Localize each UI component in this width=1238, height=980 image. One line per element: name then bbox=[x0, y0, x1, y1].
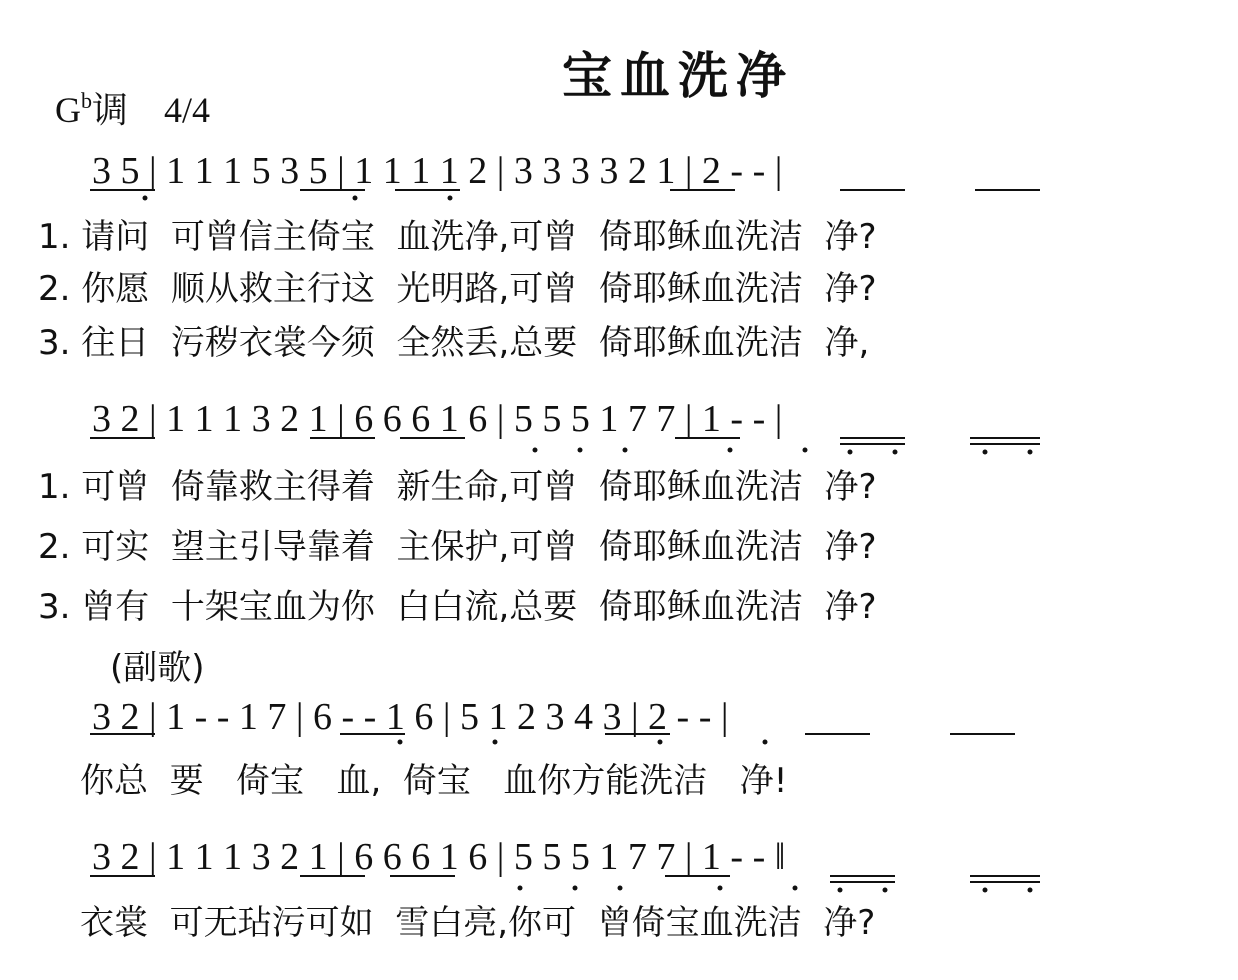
lyric-line-2-verse-1: 1. 可曾 倚靠救主得着 新生命,可曾 倚耶稣血洗洁 净? bbox=[38, 467, 877, 507]
notation-line-1: 3 5 | 1 1 1 5 3 5 | 1 1 1 1 2 | 3 3 3 3 2 1 | 2 - - | bbox=[92, 150, 783, 192]
lyric-line-2-verse-3: 3. 曾有 十架宝血为你 白白流,总要 倚耶稣血洗洁 净? bbox=[38, 587, 877, 627]
lyric-line-2-verse-2: 2. 可实 望主引导靠着 主保护,可曾 倚耶稣血洗洁 净? bbox=[38, 527, 877, 567]
lyric-line-4: 衣裳 可无玷污可如 雪白亮,你可 曾倚宝血洗洁 净? bbox=[80, 903, 876, 943]
flat-sign: b bbox=[81, 88, 92, 113]
notation-line-2: 3 2 | 1 1 1 3 2 1 | 6 6 6 1 6 | 5 5 5 1 7 7 | 1 - - | bbox=[92, 398, 783, 440]
lyric-line-1-verse-3: 3. 往日 污秽衣裳今须 全然丢,总要 倚耶稣血洗洁 净, bbox=[38, 323, 870, 363]
key-note: G bbox=[55, 90, 81, 130]
notation-line-4: 3 2 | 1 1 1 3 2 1 | 6 6 6 1 6 | 5 5 5 1 7 7 | 1 - - ‖ bbox=[92, 836, 786, 878]
lyric-line-1-verse-2: 2. 你愿 顺从救主行这 光明路,可曾 倚耶稣血洗洁 净? bbox=[38, 269, 877, 309]
chorus-label: (副歌) bbox=[110, 648, 205, 688]
time-signature: 4/4 bbox=[164, 90, 211, 130]
notation-line-3: 3 2 | 1 - - 1 7 | 6 - - 1 6 | 5 1 2 3 4 3 | 2 - - | bbox=[92, 696, 729, 738]
key-suffix: 调 bbox=[92, 90, 129, 130]
lyric-line-3: 你总 要 倚宝 血, 倚宝 血你方能洗洁 净! bbox=[80, 761, 788, 801]
key-signature bbox=[55, 82, 210, 133]
lyric-line-1-verse-1: 1. 请问 可曾信主倚宝 血洗净,可曾 倚耶稣血洗洁 净? bbox=[38, 217, 877, 257]
song-title: 宝血洗净 bbox=[562, 47, 794, 105]
